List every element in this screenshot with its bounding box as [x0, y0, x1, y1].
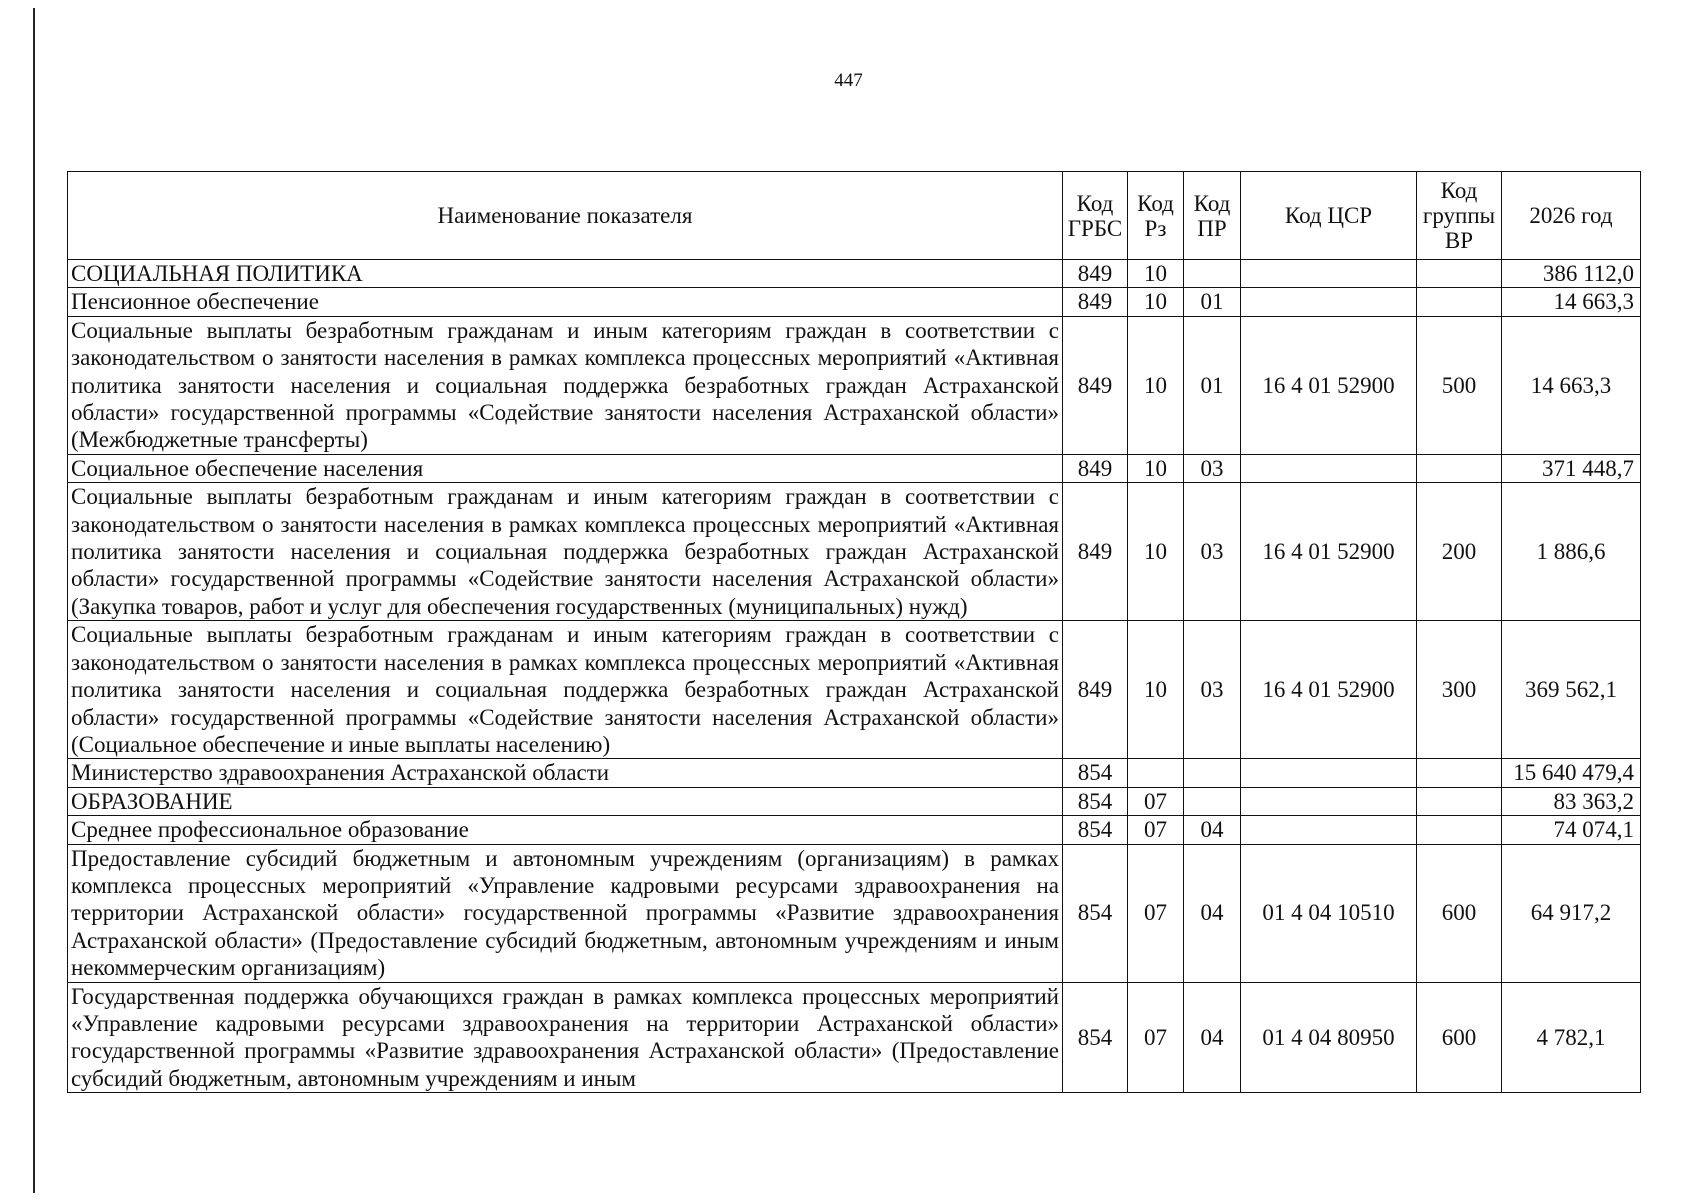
row-vr: [1417, 787, 1502, 815]
row-rz: 10: [1128, 260, 1184, 288]
header-rz: Код Рз: [1128, 172, 1184, 260]
row-pr: 01: [1184, 316, 1241, 454]
row-grbs: 849: [1063, 260, 1128, 288]
row-vr: 200: [1417, 483, 1502, 621]
row-rz: 07: [1128, 844, 1184, 982]
header-grbs: Код ГРБС: [1063, 172, 1128, 260]
row-amount: 371 448,7: [1502, 454, 1641, 482]
row-name: Государственная поддержка обучающихся граждан в рамках комплекса процессных мероприятий «Управление кадровыми ресурсами здравоохранения на территории Астраханской области» государственной программы «Развитие здравоохранения Астраханской области» (Предоставление субсидий бюджетным, автономным учреждениям и иным: [68, 982, 1063, 1093]
row-vr: 600: [1417, 982, 1502, 1093]
row-name: Социальные выплаты безработным гражданам и иным категориям граждан в соответствии с законодательством о занятости населения в рамках комплекса процессных мероприятий «Активная политика занятости населения и социальная поддержка безработных граждан Астраханской области» государственной программы «Содействие занятости населения Астраханской области» (Социальное обеспечение и иные выплаты населению): [68, 621, 1063, 759]
row-vr: 500: [1417, 316, 1502, 454]
row-csr: [1241, 787, 1417, 815]
row-name: Предоставление субсидий бюджетным и автономным учреждениям (организациям) в рамках комплекса процессных мероприятий «Управление кадровыми ресурсами здравоохранения на территории Астраханской области» государственной программы «Развитие здравоохранения Астраханской области» (Предоставление субсидий бюджетным, автономным учреждениям и иным некоммерческим организациям): [68, 844, 1063, 982]
row-csr: 16 4 01 52900: [1241, 483, 1417, 621]
row-rz: 07: [1128, 787, 1184, 815]
header-name: Наименование показателя: [68, 172, 1063, 260]
row-grbs: 854: [1063, 759, 1128, 787]
row-pr: [1184, 759, 1241, 787]
row-pr: 04: [1184, 982, 1241, 1093]
left-margin-line: [33, 8, 35, 1193]
row-amount: 83 363,2: [1502, 787, 1641, 815]
row-rz: 07: [1128, 816, 1184, 844]
row-pr: 03: [1184, 454, 1241, 482]
row-grbs: 854: [1063, 982, 1128, 1093]
row-name: Министерство здравоохранения Астраханской области: [68, 759, 1063, 787]
row-csr: [1241, 260, 1417, 288]
row-csr: [1241, 816, 1417, 844]
row-vr: [1417, 260, 1502, 288]
budget-table: [67, 171, 1641, 1093]
row-pr: 04: [1184, 844, 1241, 982]
row-vr: [1417, 816, 1502, 844]
row-vr: [1417, 759, 1502, 787]
row-name: Социальное обеспечение населения: [68, 454, 1063, 482]
table-row: [68, 316, 1641, 454]
table-row: [68, 759, 1641, 787]
row-name: Социальные выплаты безработным гражданам и иным категориям граждан в соответствии с законодательством о занятости населения в рамках комплекса процессных мероприятий «Активная политика занятости населения и социальная поддержка безработных граждан Астраханской области» государственной программы «Содействие занятости населения Астраханской области» (Межбюджетные трансферты): [68, 316, 1063, 454]
row-amount: 74 074,1: [1502, 816, 1641, 844]
row-vr: [1417, 454, 1502, 482]
row-csr: 16 4 01 52900: [1241, 621, 1417, 759]
table-row: [68, 787, 1641, 815]
header-row: [68, 172, 1641, 260]
row-name: Среднее профессиональное образование: [68, 816, 1063, 844]
table-row: [68, 260, 1641, 288]
row-rz: 10: [1128, 483, 1184, 621]
row-vr: [1417, 288, 1502, 316]
row-csr: [1241, 454, 1417, 482]
header-vr: Код группы ВР: [1417, 172, 1502, 260]
row-csr: [1241, 288, 1417, 316]
header-year: 2026 год: [1502, 172, 1641, 260]
row-name: СОЦИАЛЬНАЯ ПОЛИТИКА: [68, 260, 1063, 288]
row-pr: 03: [1184, 621, 1241, 759]
row-grbs: 854: [1063, 844, 1128, 982]
row-name: Социальные выплаты безработным гражданам и иным категориям граждан в соответствии с законодательством о занятости населения в рамках комплекса процессных мероприятий «Активная политика занятости населения и социальная поддержка безработных граждан Астраханской области» государственной программы «Содействие занятости населения Астраханской области» (Закупка товаров, работ и услуг для обеспечения государственных (муниципальных) нужд): [68, 483, 1063, 621]
table-row: [68, 621, 1641, 759]
row-grbs: 849: [1063, 454, 1128, 482]
row-pr: 04: [1184, 816, 1241, 844]
row-vr: 300: [1417, 621, 1502, 759]
table-row: [68, 288, 1641, 316]
table-row: [68, 454, 1641, 482]
row-grbs: 849: [1063, 316, 1128, 454]
row-pr: 01: [1184, 288, 1241, 316]
table-row: [68, 483, 1641, 621]
row-rz: 10: [1128, 454, 1184, 482]
row-grbs: 849: [1063, 483, 1128, 621]
row-csr: [1241, 759, 1417, 787]
row-name: Пенсионное обеспечение: [68, 288, 1063, 316]
row-csr: 01 4 04 10510: [1241, 844, 1417, 982]
row-rz: [1128, 759, 1184, 787]
row-amount: 15 640 479,4: [1502, 759, 1641, 787]
header-csr: Код ЦСР: [1241, 172, 1417, 260]
row-rz: 10: [1128, 316, 1184, 454]
row-grbs: 854: [1063, 787, 1128, 815]
row-amount: 369 562,1: [1502, 621, 1641, 759]
table-row: [68, 844, 1641, 982]
table-row: [68, 816, 1641, 844]
table-row: [68, 982, 1641, 1093]
row-vr: 600: [1417, 844, 1502, 982]
row-csr: 16 4 01 52900: [1241, 316, 1417, 454]
row-name: ОБРАЗОВАНИЕ: [68, 787, 1063, 815]
row-pr: [1184, 260, 1241, 288]
row-rz: 10: [1128, 621, 1184, 759]
row-grbs: 849: [1063, 621, 1128, 759]
row-pr: [1184, 787, 1241, 815]
row-grbs: 854: [1063, 816, 1128, 844]
row-amount: 64 917,2: [1502, 844, 1641, 982]
row-amount: 1 886,6: [1502, 483, 1641, 621]
row-rz: 10: [1128, 288, 1184, 316]
row-amount: 386 112,0: [1502, 260, 1641, 288]
page-number: 447: [834, 70, 863, 91]
row-csr: 01 4 04 80950: [1241, 982, 1417, 1093]
row-amount: 4 782,1: [1502, 982, 1641, 1093]
row-pr: 03: [1184, 483, 1241, 621]
row-grbs: 849: [1063, 288, 1128, 316]
row-amount: 14 663,3: [1502, 288, 1641, 316]
row-rz: 07: [1128, 982, 1184, 1093]
row-amount: 14 663,3: [1502, 316, 1641, 454]
header-pr: Код ПР: [1184, 172, 1241, 260]
